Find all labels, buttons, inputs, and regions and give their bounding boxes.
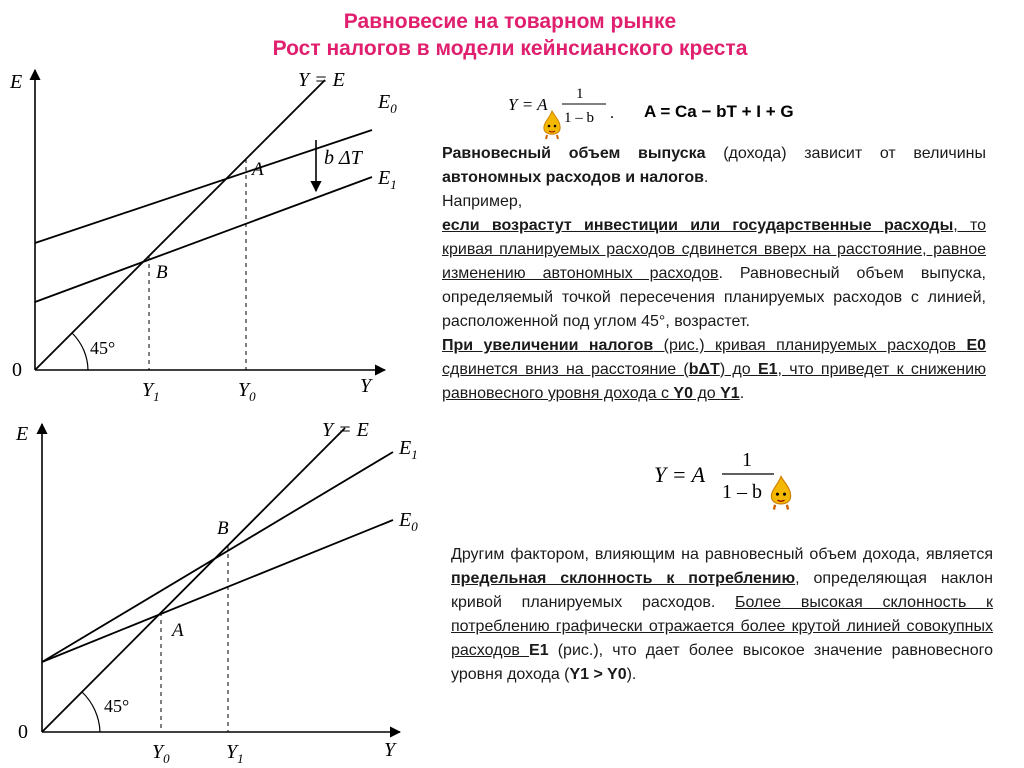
flame-mascot-icon [768,474,794,512]
label-e1: $E_1$ [399,437,418,462]
curve-e0 [42,520,393,662]
text-autonomous: автономных расходов и налогов [442,169,704,186]
axis-label-e: E [10,71,23,93]
line-45-degrees [42,428,345,732]
text-higher-value: (рис.), что дает более высокое значение равновесного уровня дохода ( [451,642,993,683]
text-e1: E1 [529,642,549,659]
multiplier-formula-large [650,448,780,508]
text-depends: (дохода) зависит от величины [705,145,987,162]
text-y1-greater-y0: Y1 > Y0 [569,666,627,683]
axis-label-y: Y [360,375,372,397]
text-output-rises: . Равновесный объем выпуска, определяемый точкой пересечения планируемых расходов с линией, расположенной под углом 45°, возрастет. [442,265,986,330]
label-e1: $E_1$ [378,167,397,192]
angle-label: 45° [90,338,116,358]
curve-e1 [35,177,372,302]
tick-y0: $Y_0$ [238,379,256,404]
text-another-factor: Другим фактором, влияющим на равновесный объем дохода, является [451,546,993,563]
title-line-1: Равновесие на товарном рынке [343,10,677,33]
point-b-label: B [156,262,168,283]
autonomous-spending-formula: A = Ca − bT + I + G [644,102,794,121]
label-y-equals-e: Y = E [298,69,345,91]
text-to: ) до [719,361,758,378]
text-period-2: . [739,385,745,402]
formula-lhs: Y = A [654,462,706,487]
label-e0: $E_0$ [378,91,397,116]
text-tax-increase: При увеличении налогов [442,337,654,354]
flame-mascot-icon [541,110,563,140]
origin-label: 0 [12,359,22,381]
text-y0: Y0 [673,385,693,402]
label-y-equals-e: Y = E [322,419,369,441]
angle-arc [82,692,100,732]
text-equilibrium-output: Равновесный объем выпуска [442,145,706,162]
formula-dot: . [610,105,614,122]
text-if-investment-rises: если возрастут инвестиции или государственные расходы [442,217,954,234]
text-steeper-line: Более высокая склонность к потреблению графически отражается более крутой линией совокупных расходов [451,594,993,659]
origin-label: 0 [18,721,28,743]
curve-e1 [42,452,393,662]
explanation-mpc [451,543,993,687]
label-b-delta-t: b ΔT [324,147,362,169]
text-planned-curve: (рис.) кривая планируемых расходов [653,337,967,354]
text-to-2: до [693,385,721,402]
text-shifts-down: сдвинется вниз на расстояние ( [442,361,689,378]
tick-y1: $Y_1$ [142,379,160,404]
text-for-example: Например, [442,193,523,210]
formula-numerator: 1 [576,86,584,102]
line-45-degrees [35,80,325,370]
text-y1: Y1 [720,385,740,402]
text-mpc: предельная склонность к потреблению [451,570,796,587]
axis-label-e: E [16,423,29,445]
tick-y0: $Y_0$ [152,741,170,766]
keynesian-cross-mpc-diagram [0,410,440,768]
angle-label: 45° [104,696,130,716]
axis-label-y: Y [384,739,396,761]
text-leads-to-decrease: , что приведет к снижению равновесного уровня дохода с [442,361,987,402]
title-line-2: Рост налогов в модели кейнсианского креста [272,37,748,60]
point-a-label: A [252,159,264,180]
text-b-delta-t: bΔT [688,361,720,378]
slide-title [150,8,870,62]
text-close: ). [626,666,637,683]
text-period: . [703,169,709,186]
formula-denominator: 1 – b [722,481,762,503]
angle-arc [72,333,88,370]
curve-e0 [35,130,372,243]
formula-lhs: Y = A [508,95,548,114]
keynesian-cross-tax-diagram [0,60,440,405]
text-e0: E0 [966,337,987,354]
formula-numerator: 1 [742,449,752,471]
point-a-label: A [172,620,184,641]
text-determines-slope: , определяющая наклон кривой планируемых расходов. [451,570,993,611]
tick-y1: $Y_1$ [226,741,244,766]
explanation-taxes [442,142,986,406]
point-b-label: B [217,518,229,539]
formula-denominator: 1 – b [564,110,594,126]
text-e1: E1 [757,361,778,378]
label-e0: $E_0$ [399,509,418,534]
text-curve-shifts-up: , то кривая планируемых расходов сдвинется вверх на расстояние, равное изменению автономных расходов [442,217,987,282]
